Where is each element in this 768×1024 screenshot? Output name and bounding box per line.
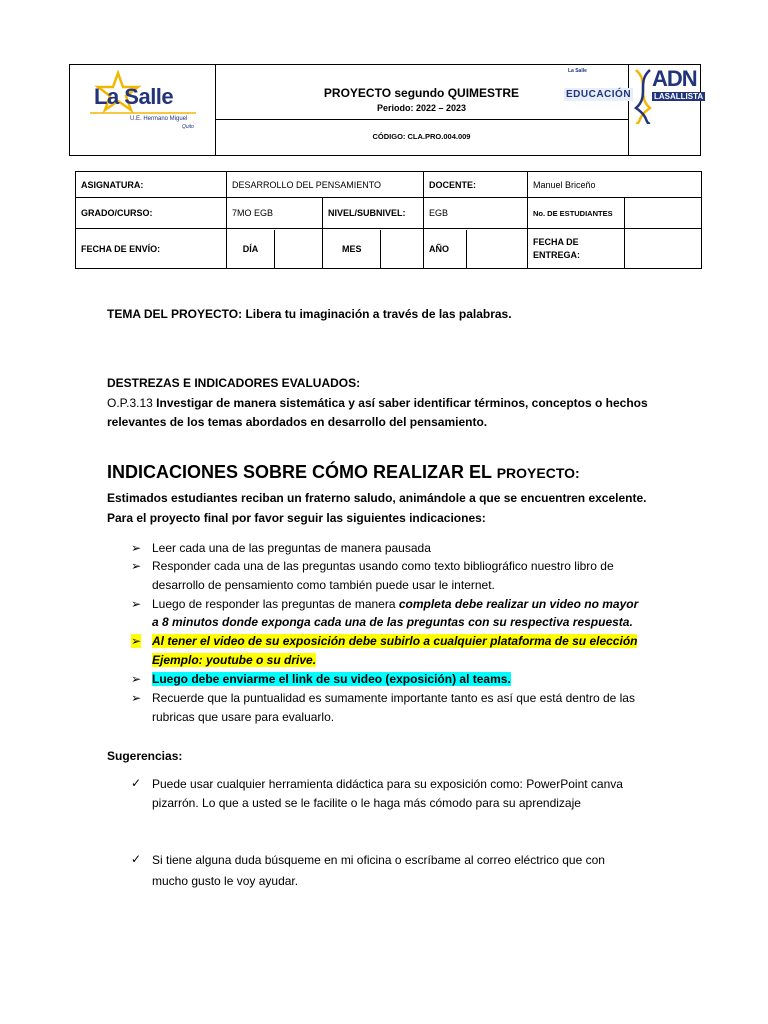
indicacion-item-6-line1: Recuerde que la puntualidad es sumamente importante tanto es así que está dentro de las — [152, 691, 635, 705]
nivel-label: NIVEL/SUBNIVEL: — [323, 198, 424, 229]
sugerencia-item-2-line2: mucho gusto le voy ayudar. — [152, 874, 299, 888]
destrezas-heading: DESTREZAS E INDICADORES EVALUADOS: — [107, 376, 361, 390]
dna-helix-icon — [632, 68, 654, 124]
destrezas-line1 — [107, 396, 648, 410]
project-code: CÓDIGO: CLA.PRO.004.009 — [372, 132, 471, 141]
indicaciones-intro-2: Para el proyecto final por favor seguir las siguientes indicaciones: — [107, 511, 486, 525]
indicaciones-heading-small: PROYECTO: — [496, 465, 580, 481]
anio-value — [467, 230, 527, 268]
estudiantes-label: No. DE ESTUDIANTES — [528, 198, 625, 229]
adn-lasalle-small: La Salle — [568, 68, 587, 74]
asignatura-label: ASIGNATURA: — [76, 172, 227, 198]
indicacion-item-3-plain: Luego de responder las preguntas de manera — [152, 597, 399, 611]
indicacion-item-4-line1 — [152, 634, 637, 648]
table-row — [76, 198, 702, 229]
nivel-value: EGB — [424, 198, 528, 229]
grado-value: 7MO EGB — [227, 198, 323, 229]
indicacion-item-4-example: Ejemplo: youtube o su drive. — [152, 653, 317, 667]
mes-cell — [323, 229, 424, 269]
lasalle-logo — [78, 70, 200, 134]
indicacion-item-3-line1 — [152, 597, 638, 611]
indicacion-item-1: Leer cada una de las preguntas de manera pausada — [152, 541, 431, 555]
check-bullet-icon: ✓ — [131, 852, 142, 866]
arrow-bullet-icon: ➢ — [131, 672, 142, 686]
dia-value — [275, 230, 322, 268]
dia-label: DÍA — [227, 230, 275, 268]
lasalle-brand: La Salle — [94, 84, 174, 109]
destreza-code: O.P.3.13 — [107, 396, 153, 410]
indicaciones-intro-1: Estimados estudiantes reciban un fraterno saludo, animándole a que se encuentren excelente. — [107, 491, 647, 505]
arrow-bullet-icon: ➢ — [131, 691, 142, 705]
arrow-bullet-icon: ➢ — [131, 559, 142, 573]
destreza-text-1: Investigar de manera sistemática y así saber identificar términos, conceptos o hechos — [152, 396, 648, 410]
mes-label: MES — [323, 230, 381, 268]
lasalle-school-name: U.E. Hermano Miguel — [130, 116, 188, 122]
check-bullet-icon: ✓ — [131, 776, 142, 790]
course-info-table — [75, 171, 702, 269]
adn-title: ADN — [652, 66, 697, 91]
mes-value — [381, 230, 423, 268]
table-row — [76, 229, 702, 269]
fecha-entrega-value — [625, 229, 702, 269]
destrezas-line2: relevantes de los temas abordados en desarrollo del pensamiento. — [107, 415, 488, 429]
indicacion-item-6-line2: rubricas que usare para evaluarlo. — [152, 710, 335, 724]
indicacion-item-4-line2 — [152, 653, 316, 667]
sugerencia-item-1-line1: Puede usar cualquier herramienta didáctica para su exposición como: PowerPoint canva — [152, 777, 623, 791]
fecha-entrega-label — [528, 229, 625, 269]
docente-value: Manuel Briceño — [528, 172, 702, 198]
asignatura-value: DESARROLLO DEL PENSAMIENTO — [227, 172, 424, 198]
indicacion-item-2-line1: Responder cada una de las preguntas usando como texto bibliográfico nuestro libro de — [152, 559, 614, 573]
sugerencia-item-2-line1: Si tiene alguna duda búsqueme en mi oficina o escríbame al correo eléctrico que con — [152, 853, 605, 867]
indicacion-item-5 — [152, 672, 511, 686]
adn-education-label: EDUCACIÓN — [566, 89, 632, 100]
arrow-bullet-icon: ➢ — [131, 597, 142, 611]
estudiantes-value — [625, 198, 702, 229]
sugerencia-item-1-line2: pizarrón. Lo que a usted se le facilite o le haga más cómodo para su aprendizaje — [152, 796, 581, 810]
indicacion-item-2-line2: desarrollo de pensamiento como también puede usar le internet. — [152, 578, 495, 592]
project-title: PROYECTO segundo QUIMESTRE — [323, 86, 520, 100]
indicacion-item-3-line2: a 8 minutos donde exponga cada una de las preguntas con su respectiva respuesta. — [152, 615, 633, 629]
fecha-entrega-label-line2: ENTREGA: — [533, 250, 581, 260]
lasalle-city: Quito — [182, 124, 194, 130]
project-period: Periodo: 2022 – 2023 — [376, 103, 467, 113]
indicaciones-heading — [107, 462, 580, 483]
arrow-bullet-icon: ➢ — [131, 541, 142, 555]
project-theme: TEMA DEL PROYECTO: Libera tu imaginación a través de las palabras. — [107, 307, 512, 321]
fecha-entrega-label-line1: FECHA DE — [533, 237, 579, 247]
adn-logo-wrap — [564, 66, 704, 126]
docente-label: DOCENTE: — [424, 172, 528, 198]
dia-cell — [227, 229, 323, 269]
sugerencias-heading: Sugerencias: — [107, 749, 183, 763]
table-row — [76, 172, 702, 198]
anio-cell — [424, 229, 528, 269]
indicacion-item-3-emphasis: completa debe realizar un video no mayor — [398, 597, 639, 611]
indicacion-item-5-text: Luego debe enviarme el link de su video (exposición) al teams. — [152, 672, 511, 686]
fecha-envio-label: FECHA DE ENVÍO: — [76, 229, 227, 269]
lasalle-logo-cell — [70, 65, 216, 155]
grado-label: GRADO/CURSO: — [76, 198, 227, 229]
indicaciones-heading-main: INDICACIONES SOBRE CÓMO REALIZAR EL — [107, 462, 497, 482]
indicacion-item-4-text: Al tener el video de su exposición debe subirlo a cualquier plataforma de su elección — [152, 634, 638, 648]
anio-label: AÑO — [424, 230, 467, 268]
adn-subtitle: LASALLISTA — [654, 92, 704, 101]
arrow-bullet-icon: ➢ — [131, 634, 142, 648]
